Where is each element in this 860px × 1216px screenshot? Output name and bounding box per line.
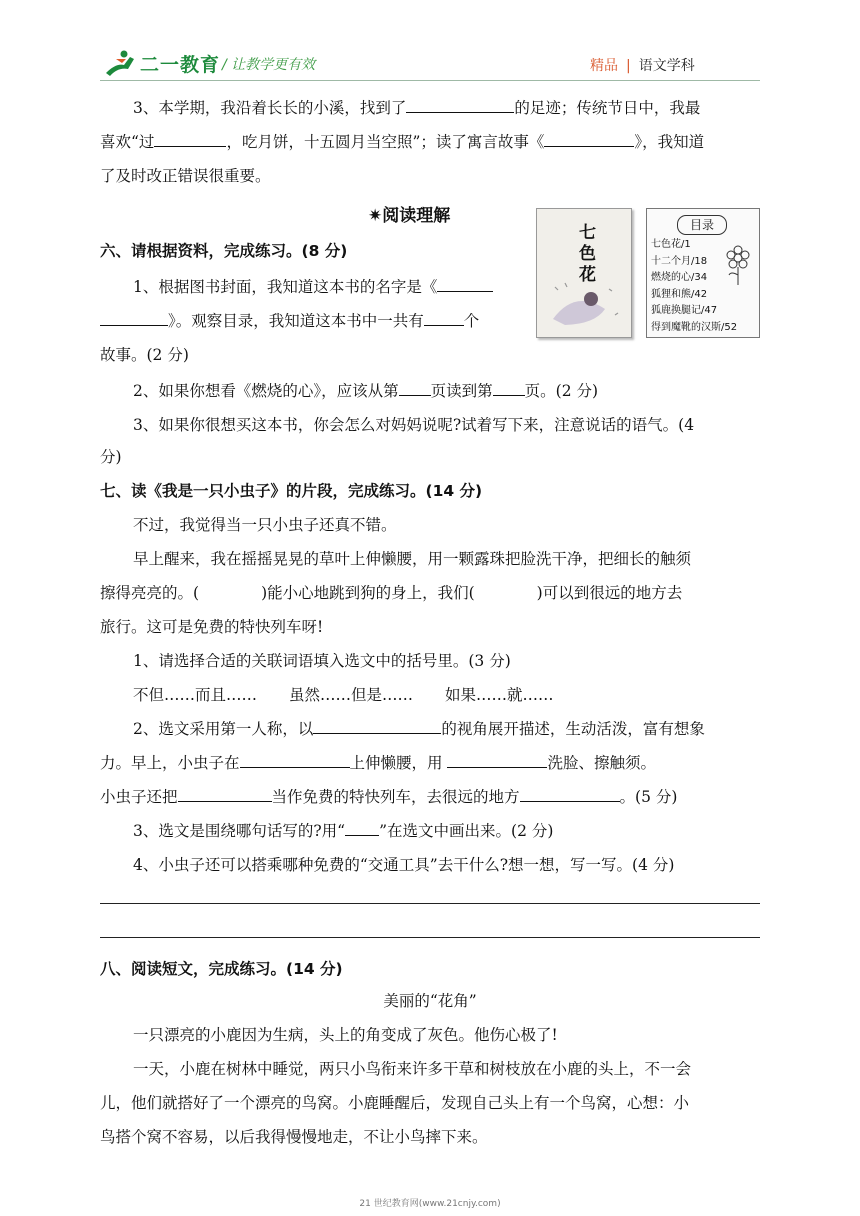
s7-q2-text-b: 的视角展开描述，生动活泼，富有想象	[441, 720, 705, 738]
s7-q1-options	[133, 678, 760, 712]
s7-q2-text-a: 2、选文采用第一人称，以	[133, 720, 314, 738]
toc-item: 狐狸和熊/42	[651, 288, 708, 300]
quality-tag: 精品	[590, 58, 618, 74]
s8-story-p2-line1: 一天，小鹿在树林中睡觉，两只小鸟衔来许多干草和树枝放在小鹿的头上，不一会	[133, 1060, 692, 1078]
s7-p2-text-b: 擦得亮亮的。(	[100, 584, 200, 602]
s7-q2-text-e: 洗脸、擦触须。	[547, 754, 656, 772]
fill-question-3-line3	[100, 159, 760, 193]
s6-q1-line3: 故事。(2 分)	[100, 346, 189, 364]
toc-title: 目录	[677, 215, 727, 235]
s6-q3-line1: 3、如果你很想买这本书，你会怎么对妈妈说呢?试着写下来，注意说话的语气。(4	[133, 416, 695, 434]
q3-text-b: 的足迹；传统节日中，我最	[514, 99, 701, 117]
s7-q2-line1	[100, 712, 760, 746]
answer-line[interactable]	[100, 903, 760, 904]
subject-tag: 语文学科	[638, 58, 695, 74]
s7-q2-text-g: 当作免费的特快列车，去很远的地方	[271, 788, 520, 806]
fill-question-3	[100, 91, 760, 125]
s6-q1-line2	[100, 304, 760, 338]
toc-item: 得到魔靴的汉斯/52	[651, 321, 738, 333]
section-6-title: 六、请根据资料，完成练习。(8 分)	[100, 242, 348, 260]
section-7-title: 七、读《我是一只小虫子》的片段，完成练习。(14 分)	[100, 482, 483, 500]
s8-story-p2-line2: 儿，他们就搭好了一个漂亮的鸟窝。小鹿睡醒后，发现自己头上有一个鸟窝，心想：小	[100, 1094, 690, 1112]
blank[interactable]	[345, 817, 379, 836]
blank[interactable]	[240, 749, 350, 768]
q3-text-c: 喜欢“过	[100, 133, 155, 151]
s7-q3-text-b: ”在选文中画出来。(2 分)	[379, 822, 554, 840]
blank[interactable]	[447, 749, 547, 768]
q3-text-f: 了及时改正错误很重要。	[100, 167, 271, 185]
runner-logo-icon	[104, 49, 138, 77]
s7-passage-p2-line2	[100, 576, 760, 610]
logo-text: 二一教育	[140, 53, 221, 76]
blank[interactable]	[399, 377, 431, 396]
toc-item: 狐鹿换腿记/47	[651, 305, 718, 316]
s6-q3-line2: 分)	[100, 448, 122, 466]
s7-passage-p1: 不过，我觉得当一只小虫子还真不错。	[133, 516, 397, 534]
page-footer: 21 世纪教育网(www.21cnjy.com)	[359, 1199, 501, 1209]
q3-text-d: ，吃月饼，十五圆月当空照”；读了寓言故事《	[226, 133, 545, 151]
s7-passage-p2-line1: 早上醒来，我在摇摇晃晃的草叶上伸懒腰，用一颗露珠把脸洗干净，把细长的触须	[133, 550, 692, 568]
page-header	[0, 0, 860, 86]
blank[interactable]	[520, 783, 620, 802]
s7-q3-text-a: 3、选文是围绕哪句话写的?用“	[133, 822, 346, 840]
q3-text-e: 》，我知道	[634, 133, 705, 151]
blank[interactable]	[424, 307, 464, 326]
s7-q2-text-d: 上伸懒腰，用	[349, 754, 443, 772]
option-3: 如果……就……	[445, 686, 554, 704]
s6-q1-text-b: 》。观察目录，我知道这本书中一共有	[168, 312, 424, 330]
fill-question-3-line2	[100, 125, 760, 159]
blank[interactable]	[406, 94, 514, 113]
blank[interactable]	[178, 783, 272, 802]
section-8-title: 八、阅读短文，完成练习。(14 分)	[100, 960, 343, 978]
story-title: 美丽的“花角”	[383, 992, 477, 1010]
header-divider	[100, 80, 760, 81]
option-1: 不但……而且……	[133, 686, 258, 704]
toc-item: 燃烧的心/34	[651, 272, 708, 283]
s6-q1-line1	[100, 270, 760, 304]
option-2: 虽然……但是……	[289, 686, 414, 704]
toc-item: 十二个月/18	[651, 255, 708, 267]
s6-q1-text-a: 1、根据图书封面，我知道这本书的名字是《	[133, 278, 438, 296]
blank[interactable]	[100, 307, 168, 326]
s7-q2-text-c: 力。早上，小虫子在	[100, 754, 240, 772]
s7-q3	[100, 814, 760, 848]
s7-q1: 1、请选择合适的关联词语填入选文中的括号里。(3 分)	[133, 652, 511, 670]
s6-q1-text-c: 个	[463, 312, 480, 330]
slogan: / 让教学更有效	[222, 57, 316, 73]
s8-story-p1: 一只漂亮的小鹿因为生病，头上的角变成了灰色。他伤心极了!	[133, 1026, 558, 1044]
section-title: ✷阅读理解	[368, 206, 451, 226]
s6-q2	[100, 374, 760, 408]
s7-q2-line3	[100, 780, 760, 814]
s7-q2-text-h: 。(5 分)	[619, 788, 678, 806]
answer-line[interactable]	[100, 937, 760, 938]
s6-q2-text-b: 页读到第	[430, 382, 493, 400]
s7-p2-text-d: )可以到很远的地方去	[536, 584, 683, 602]
blank[interactable]	[437, 273, 493, 292]
s6-q2-text-a: 2、如果你想看《燃烧的心》，应该从第	[133, 382, 399, 400]
s7-passage-p2-line3: 旅行。这可是免费的特快列车呀!	[100, 618, 324, 636]
logo	[104, 49, 220, 77]
header-tags	[590, 55, 695, 75]
blank[interactable]	[154, 128, 226, 147]
blank[interactable]	[313, 715, 441, 734]
toc-item: 七色花/1	[651, 239, 691, 250]
s7-p2-text-c: )能小心地跳到狗的身上，我们(	[261, 584, 475, 602]
s7-q4: 4、小虫子还可以搭乘哪种免费的“交通工具”去干什么?想一想，写一写。(4 分)	[133, 856, 675, 874]
s8-story-p2-line3: 鸟搭个窝不容易，以后我得慢慢地走，不让小鸟摔下来。	[100, 1128, 488, 1146]
s6-q2-text-c: 页。(2 分)	[524, 382, 599, 400]
blank[interactable]	[493, 377, 525, 396]
s7-q2-line2	[100, 746, 760, 780]
q3-text-a: 3、本学期，我沿着长长的小溪，找到了	[133, 99, 407, 117]
blank[interactable]	[544, 128, 634, 147]
tag-separator: |	[626, 58, 631, 74]
book-cover-title: 七色花	[575, 223, 595, 286]
s7-q2-text-f: 小虫子还把	[100, 788, 178, 806]
